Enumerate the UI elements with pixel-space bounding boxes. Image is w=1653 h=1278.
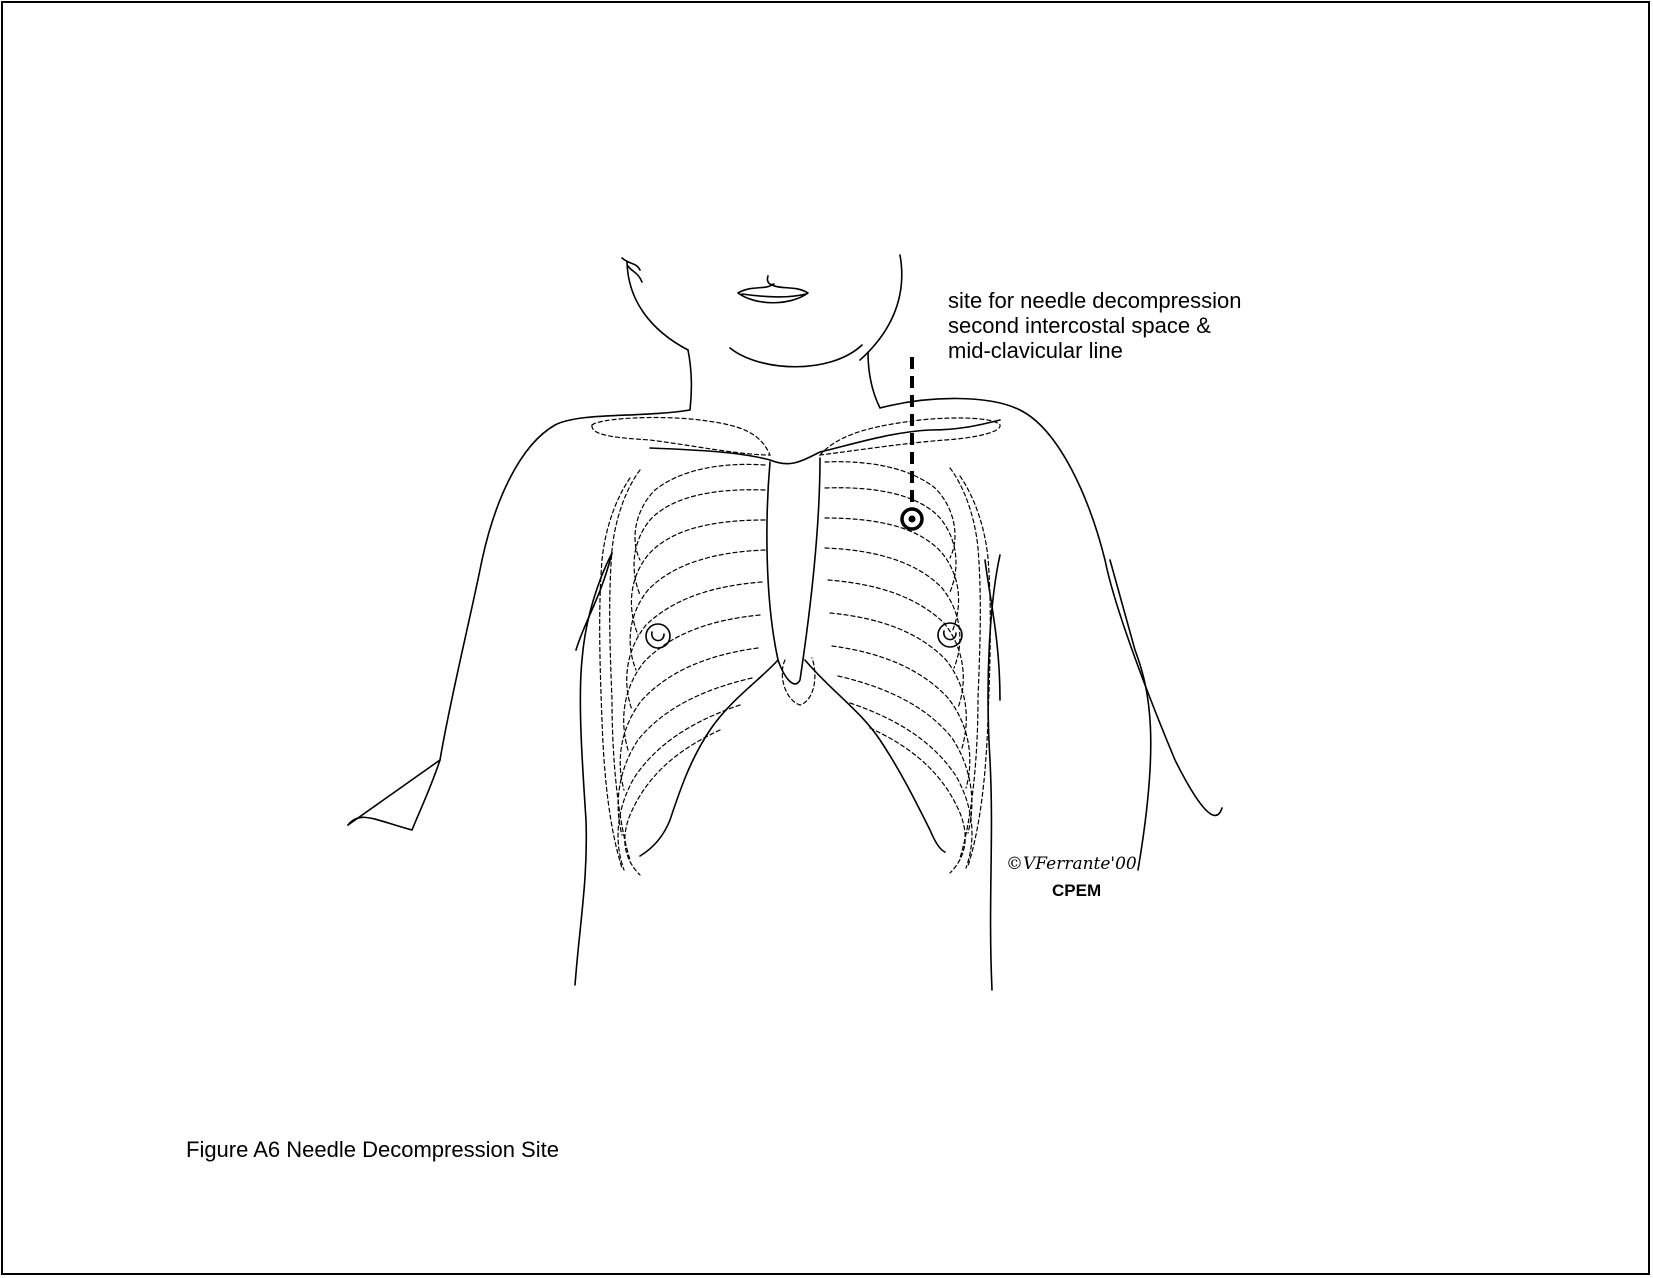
left-ribs: [600, 464, 765, 875]
callout-line-3: mid-clavicular line: [948, 338, 1123, 363]
underarm-left: [576, 553, 612, 650]
costal-margin-left: [640, 660, 778, 856]
sternum: [767, 458, 820, 684]
ear-left: [622, 258, 642, 282]
torso-left: [348, 553, 612, 985]
underarm-right: [985, 560, 1000, 700]
needle-site-target-icon: [902, 509, 922, 529]
organization-label: CPEM: [1052, 881, 1102, 900]
artist-signature: ©VFerrante'00: [1006, 854, 1137, 874]
neck-right: [868, 352, 1222, 815]
nipple-right: [938, 623, 962, 647]
costal-margin-right: [805, 660, 945, 852]
face-outline: [627, 255, 902, 360]
lips: [738, 285, 808, 303]
clavicle-outline: [650, 420, 1000, 464]
nipple-left: [646, 624, 670, 648]
neck-left: [348, 350, 691, 830]
figure-caption: Figure A6 Needle Decompression Site: [186, 1137, 559, 1162]
callout-text: [948, 288, 1242, 363]
nose-mark: [767, 276, 774, 285]
callout-line-1: site for needle decompression: [948, 288, 1242, 313]
torso-right: [988, 555, 1151, 990]
callout-line-2: second intercostal space &: [948, 313, 1211, 338]
chin-line: [730, 345, 862, 367]
